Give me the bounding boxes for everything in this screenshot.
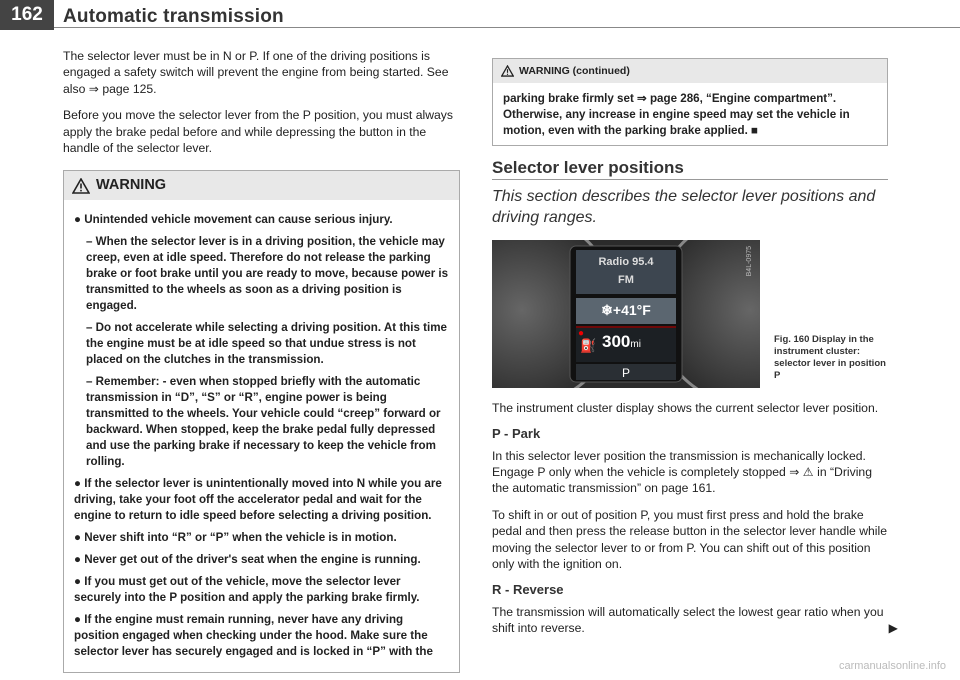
gear-indicator: P bbox=[621, 365, 630, 380]
warning-box bbox=[63, 170, 460, 672]
watermark: carmanualsonline.info bbox=[838, 660, 946, 672]
warning-title: WARNING bbox=[96, 177, 167, 194]
page-header bbox=[0, 0, 960, 34]
paragraph: The instrument cluster display shows the current selector lever position. bbox=[492, 400, 879, 415]
warning-sub: – Remember: - even when stopped briefly with the automatic transmission in “D”, “S” or “R”, engine power is being transmitted to the wheels. Your vehicle could “creep” forward or backward. When stopped, keep the brake pedal fully depressed and use the parking brake if necessary to keep the vehicle from rolling. bbox=[86, 374, 441, 468]
outside-temperature: ❄+41°F bbox=[601, 301, 651, 318]
warning-triangle-icon bbox=[72, 178, 90, 194]
section-intro: This section describes the selector lever positions and driving ranges. bbox=[492, 187, 876, 226]
next-page-arrow-icon: ▶ bbox=[888, 621, 898, 636]
warning-bullet: ● If the engine must remain running, never have any driving position engaged when checking under the hood. Make sure the selector lever has securely engaged and is locked in “P” with the bbox=[74, 612, 433, 658]
warning-header bbox=[64, 171, 459, 199]
range-readout: 300mi bbox=[602, 331, 641, 351]
radio-band: FM bbox=[618, 273, 634, 286]
page-number: 162 bbox=[0, 0, 54, 30]
warning-bullet: ● If you must get out of the vehicle, move the selector lever securely into the P position and apply the parking brake firmly. bbox=[74, 574, 420, 604]
figure-code: B4L-0975 bbox=[745, 245, 753, 277]
warning-continued-title: WARNING (continued) bbox=[519, 65, 630, 77]
paragraph: The transmission will automatically select the lowest gear ratio when you shift into reverse. ▶ bbox=[492, 604, 898, 636]
warning-triangle-icon bbox=[501, 65, 514, 77]
header-rule bbox=[54, 27, 960, 28]
warning-sub: – Do not accelerate while selecting a driving position. At this time the engine must be at idle speed so that undue stress is not placed on the clutches in the transmission. bbox=[86, 320, 447, 366]
warning-bullet: ● Unintended vehicle movement can cause serious injury. bbox=[74, 212, 393, 226]
warning-bullet: ● Never shift into “R” or “P” when the vehicle is in motion. bbox=[74, 530, 397, 544]
subheading-park: P - Park bbox=[492, 426, 541, 442]
warning-sub: – When the selector lever is in a driving position, the vehicle may creep, even at idle speed. Therefore do not release the parking brake or foot brake until you are ready to move, because power is transmitted to the wheels as soon as a driving position is engaged. bbox=[86, 234, 449, 312]
paragraph: Before you move the selector lever from the P position, you must always apply the brake pedal before and while depressing the button in the handle of the selector lever. bbox=[63, 108, 453, 156]
figure bbox=[492, 240, 888, 388]
warning-continued-box bbox=[492, 58, 888, 146]
warning-bullet: ● If the selector lever is unintentionally moved into N while you are driving, take your foot off the accelerator pedal and wait for the engine to return to idle speed before selecting a driving position. bbox=[74, 476, 442, 522]
figure-caption: Fig. 160 Display in the instrument cluster: selector lever in position P bbox=[774, 333, 886, 381]
section-heading: Selector lever positions bbox=[492, 160, 888, 179]
fuel-warning-icon: ● bbox=[578, 327, 585, 339]
warning-continued-body: parking brake firmly set ⇒ page 286, “Engine compartment”. Otherwise, any increase in engine speed may set the vehicle in motion, even with the parking brake applied. ■ bbox=[503, 92, 850, 138]
paragraph: To shift in or out of position P, you must first press and hold the brake pedal and then press the release button in the selector lever handle while moving the selector lever to or from P. You can shift out of this position only with the ignition on. bbox=[492, 507, 887, 572]
paragraph: In this selector lever position the transmission is mechanically locked. Engage P only when the vehicle is completely stopped ⇒ ⚠ in “Driving the automatic transmission” on page 161. bbox=[492, 448, 872, 496]
warning-bullet: ● Never get out of the driver's seat when the engine is running. bbox=[74, 552, 421, 566]
fuel-pump-icon: ⛽ bbox=[580, 337, 597, 353]
subheading-reverse: R - Reverse bbox=[492, 582, 564, 598]
section-title: Automatic transmission bbox=[63, 6, 284, 27]
warning-body bbox=[64, 200, 459, 672]
paragraph: The selector lever must be in N or P. If one of the driving positions is engaged a safety switch will prevent the engine from being started. See also ⇒ page 125. bbox=[63, 49, 449, 96]
instrument-cluster-image bbox=[492, 240, 760, 388]
left-column bbox=[63, 48, 460, 673]
right-column bbox=[492, 48, 898, 647]
radio-station: Radio 95.4 bbox=[598, 255, 654, 268]
warning-continued-header bbox=[493, 59, 887, 83]
